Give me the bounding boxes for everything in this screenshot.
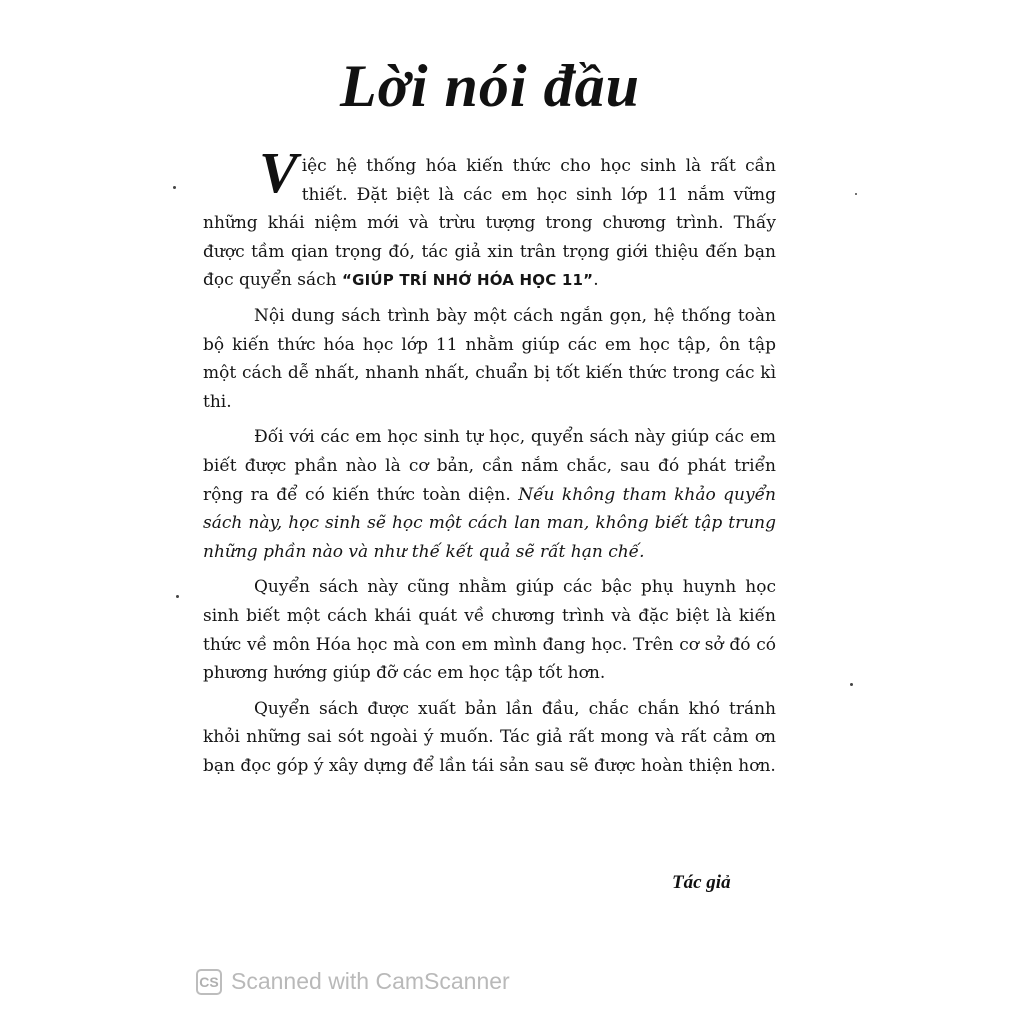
scan-speck [176, 595, 179, 598]
paragraph-3-text: Đối với các em học sinh tự học, quyển sách này giúp các em biết được phần nào là cơ bản, cần nắm chắc, sau đó phát triển rộng ra để có kiến thức toàn diện. [203, 427, 776, 505]
author-signature: Tác giả [672, 872, 731, 893]
paragraph-3 [203, 423, 776, 566]
preface-body [203, 140, 777, 787]
drop-cap: V [259, 140, 298, 205]
paragraph-1 [203, 140, 776, 295]
scan-speck [850, 683, 853, 686]
watermark-text: Scanned with CamScanner [231, 968, 510, 994]
paragraph-4: Quyển sách này cũng nhằm giúp các bậc phụ huynh học sinh biết một cách khái quát về chương trình và đặc biệt là kiến thức về môn Hóa học mà con em mình đang học. Trên cơ sở đó có phương hướng giúp đỡ các em học tập tốt hơn. [203, 577, 776, 684]
paragraph-2: Nội dung sách trình bày một cách ngắn gọn, hệ thống toàn bộ kiến thức hóa học lớp 11 nhằm giúp các em học tập, ôn tập một cách dễ nhất, nhanh nhất, chuẩn bị tốt kiến thức trong các kì thi. [203, 305, 776, 412]
paragraph-1-end: . [593, 270, 599, 291]
scan-speck [855, 193, 857, 195]
paragraph-5: Quyển sách được xuất bản lần đầu, chắc chắn khó tránh khỏi những sai sót ngoài ý muốn. Tác giả rất mong và rất cảm ơn bạn đọc góp ý xây dựng để lần tái sản sau sẽ được hoàn thiện hơn. [203, 698, 776, 776]
book-title: “GIÚP TRÍ NHỚ HÓA HỌC 11” [342, 271, 594, 290]
page-title: Lời nói đầu [340, 53, 640, 119]
paragraph-1-text: iệc hệ thống hóa kiến thức cho học sinh là rất cần thiết. Đặt biệt là các em học sinh lớp 11 nắm vững những khái niệm mới và trừu tượng trong chương trình. Thấy được tầm qian trọng đó, tác giả xin trân trọng giới thiệu đến bạn đọc quyển sách [203, 156, 776, 291]
scan-speck [173, 186, 176, 189]
camscanner-watermark [196, 968, 510, 995]
camscanner-logo-icon: CS [196, 969, 222, 995]
paragraph-3-italic: Nếu không tham khảo quyển sách này, học sinh sẽ học một cách lan man, không biết tập trung những phần nào và như thế kết quả sẽ rất hạn chế. [203, 484, 777, 562]
